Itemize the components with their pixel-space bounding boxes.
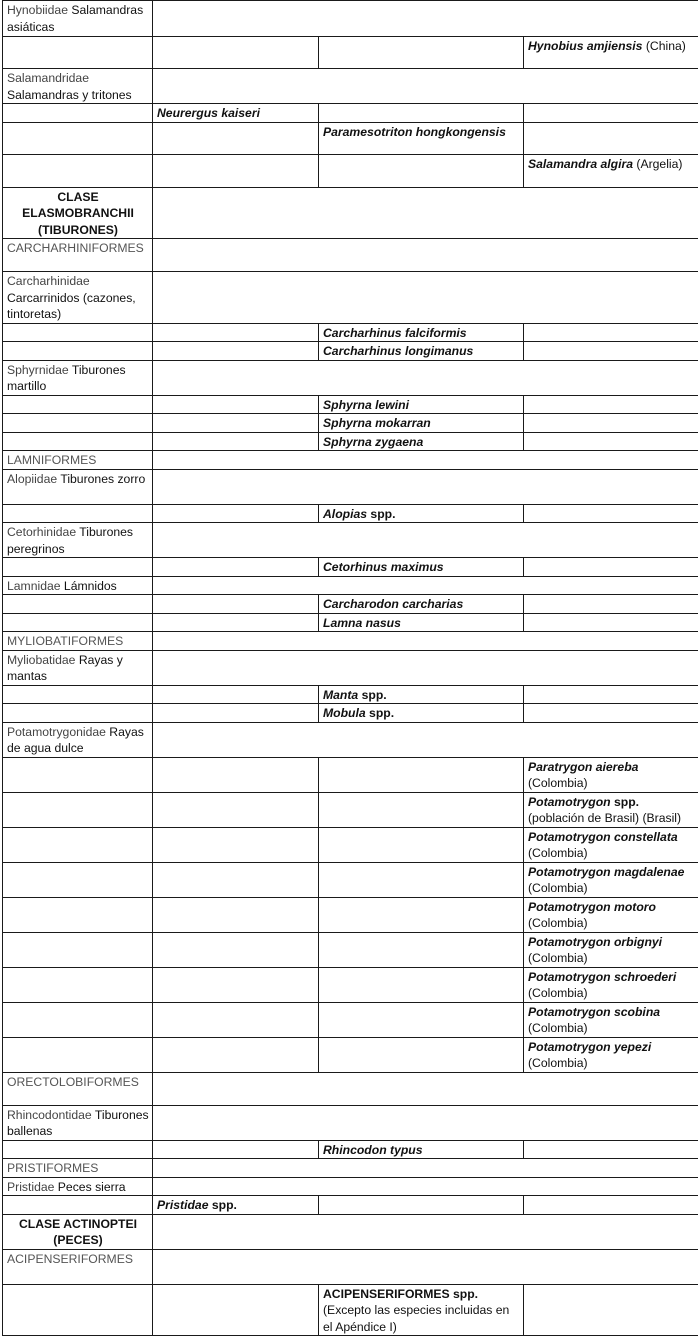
species-suffix: spp. [366, 706, 394, 720]
table-row [3, 704, 698, 723]
empty-cell [3, 122, 153, 154]
empty-span-cell [153, 187, 698, 239]
species-cell [319, 558, 524, 577]
species-cell [153, 1196, 319, 1215]
empty-cell [153, 37, 319, 69]
empty-cell [3, 595, 153, 614]
table-row [3, 37, 698, 69]
empty-cell [524, 685, 698, 704]
empty-span-cell [153, 360, 698, 395]
empty-cell [3, 1002, 153, 1037]
species-note: (Excepto las especies incluidas en el Apéndice I) [323, 1303, 509, 1334]
species-name: Pristidae [157, 1198, 208, 1212]
table-row [3, 360, 698, 395]
species-cell [319, 122, 524, 154]
empty-span-cell [153, 1214, 698, 1249]
species-name: Salamandra algira [528, 157, 633, 171]
table-row [3, 187, 698, 239]
empty-cell [3, 613, 153, 632]
empty-cell [524, 704, 698, 723]
species-cell [153, 104, 319, 123]
empty-cell [3, 862, 153, 897]
family-cell [3, 1105, 153, 1140]
family-cell [3, 1, 153, 37]
order-cell [3, 1159, 153, 1178]
table-row [3, 967, 698, 1002]
species-note: (Colombia) [528, 776, 588, 790]
table-row [3, 757, 698, 792]
empty-cell [153, 757, 319, 792]
empty-cell [3, 414, 153, 433]
empty-span-cell [153, 469, 698, 504]
table-row [3, 239, 698, 272]
empty-cell [153, 414, 319, 433]
family-name: Lamnidae [7, 579, 61, 593]
species-note: (Colombia) [528, 1021, 588, 1035]
empty-span-cell [153, 1105, 698, 1140]
species-suffix: spp. [358, 688, 386, 702]
empty-cell [153, 827, 319, 862]
empty-cell [524, 1284, 698, 1336]
table-row [3, 1072, 698, 1105]
empty-cell [153, 1140, 319, 1159]
empty-cell [319, 154, 524, 187]
empty-cell [153, 1284, 319, 1336]
empty-cell [524, 558, 698, 577]
empty-cell [153, 432, 319, 451]
empty-cell [3, 432, 153, 451]
table-row [3, 932, 698, 967]
empty-span-cell [153, 1072, 698, 1105]
empty-span-cell [153, 576, 698, 595]
table-row [3, 576, 698, 595]
order-name: MYLIOBATIFORMES [7, 634, 123, 648]
species-cell [319, 595, 524, 614]
table-row [3, 613, 698, 632]
table-row [3, 1105, 698, 1140]
empty-cell [524, 432, 698, 451]
table-row [3, 1249, 698, 1284]
common-name: Peces sierra [54, 1180, 125, 1194]
table-row [3, 469, 698, 504]
order-cell [3, 632, 153, 651]
empty-cell [319, 932, 524, 967]
order-name: CARCHARHINIFORMES [7, 241, 144, 255]
empty-cell [153, 122, 319, 154]
table-row [3, 104, 698, 123]
table-row [3, 395, 698, 414]
empty-cell [153, 1037, 319, 1072]
species-cell [524, 154, 698, 187]
family-name: Carcharhinidae [7, 274, 90, 288]
species-cell [524, 827, 698, 862]
empty-cell [524, 414, 698, 433]
family-name: Salamandridae [7, 71, 89, 85]
order-name: ACIPENSERIFORMES [7, 1252, 133, 1266]
empty-span-cell [153, 632, 698, 651]
species-name: Potamotrygon magdalenae [528, 865, 684, 879]
family-cell [3, 69, 153, 104]
empty-cell [319, 967, 524, 1002]
table-row [3, 685, 698, 704]
table-row [3, 1177, 698, 1196]
species-name: Potamotrygon schroederi [528, 970, 676, 984]
species-note: (Colombia) [528, 951, 588, 965]
empty-cell [524, 613, 698, 632]
species-cell [524, 862, 698, 897]
species-cell [319, 504, 524, 523]
family-name: Rhincodontidae [7, 1108, 92, 1122]
table-row [3, 451, 698, 470]
empty-cell [153, 967, 319, 1002]
empty-cell [319, 827, 524, 862]
empty-cell [153, 395, 319, 414]
empty-cell [153, 342, 319, 361]
species-suffix: spp. [208, 1198, 236, 1212]
empty-cell [3, 932, 153, 967]
family-cell [3, 360, 153, 395]
common-name: Tiburones zorro [57, 472, 145, 486]
order-name: PRISTIFORMES [7, 1161, 98, 1175]
family-name: Hynobiidae [7, 3, 68, 17]
empty-cell [319, 862, 524, 897]
empty-span-cell [153, 722, 698, 757]
family-name: Cetorhinidae [7, 525, 76, 539]
empty-cell [3, 504, 153, 523]
species-cell [319, 1284, 524, 1336]
table-row [3, 1037, 698, 1072]
species-name: Potamotrygon yepezi [528, 1040, 651, 1054]
table-row [3, 323, 698, 342]
table-row [3, 897, 698, 932]
table-row [3, 122, 698, 154]
table-row [3, 722, 698, 757]
table-row [3, 523, 698, 558]
species-note: (Colombia) [528, 986, 588, 1000]
empty-cell [319, 104, 524, 123]
species-name: Sphyrna zygaena [323, 435, 423, 449]
species-note: (China) [642, 39, 685, 53]
empty-cell [153, 862, 319, 897]
species-note: (Colombia) [528, 1056, 588, 1070]
empty-cell [524, 595, 698, 614]
species-name: Neurergus kaiseri [157, 106, 260, 120]
table-row [3, 69, 698, 104]
species-suffix: spp. [367, 507, 395, 521]
species-cell [524, 757, 698, 792]
table-row [3, 1196, 698, 1215]
common-name: Tiburones peregrinos [7, 525, 133, 556]
table-row [3, 632, 698, 651]
empty-cell [153, 558, 319, 577]
species-name: Paramesotriton hongkongensis [323, 125, 506, 139]
empty-cell [153, 613, 319, 632]
empty-cell [524, 1196, 698, 1215]
empty-cell [319, 1002, 524, 1037]
empty-cell [524, 1140, 698, 1159]
species-note: (Colombia) [528, 881, 588, 895]
empty-span-cell [153, 650, 698, 685]
empty-cell [319, 897, 524, 932]
empty-cell [3, 1037, 153, 1072]
class-cell [3, 1214, 153, 1249]
class-name: CLASE ACTINOPTEI (PECES) [19, 1217, 137, 1248]
empty-cell [524, 122, 698, 154]
common-name: Tiburones ballenas [7, 1108, 149, 1139]
order-name: ORECTOLOBIFORMES [7, 1075, 139, 1089]
order-name: LAMNIFORMES [7, 453, 96, 467]
species-name: Carcharodon carcharias [323, 597, 463, 611]
family-name: Potamotrygonidae [7, 725, 106, 739]
empty-cell [319, 792, 524, 827]
family-cell [3, 576, 153, 595]
species-name: Potamotrygon motoro [528, 900, 656, 914]
species-suffix: spp. [611, 795, 639, 809]
empty-cell [319, 1037, 524, 1072]
species-cell [319, 342, 524, 361]
species-note: (Colombia) [528, 846, 588, 860]
empty-cell [3, 967, 153, 1002]
common-name: Rayas y mantas [7, 653, 123, 684]
table-row [3, 414, 698, 433]
species-name: Lamna nasus [323, 616, 401, 630]
family-cell [3, 523, 153, 558]
table-row [3, 504, 698, 523]
common-name: Rayas de agua dulce [7, 725, 144, 756]
table-row [3, 827, 698, 862]
species-suffix: ACIPENSERIFORMES spp. [323, 1287, 478, 1301]
species-cell [319, 395, 524, 414]
empty-cell [3, 1196, 153, 1215]
empty-cell [524, 104, 698, 123]
empty-cell [319, 37, 524, 69]
empty-cell [319, 1196, 524, 1215]
species-name: Carcharhinus falciformis [323, 326, 467, 340]
table-row [3, 792, 698, 827]
empty-span-cell [153, 1177, 698, 1196]
empty-cell [153, 504, 319, 523]
empty-span-cell [153, 69, 698, 104]
species-cell [524, 1037, 698, 1072]
species-name: Hynobius amjiensis [528, 39, 642, 53]
empty-cell [153, 595, 319, 614]
empty-cell [3, 792, 153, 827]
species-name: Potamotrygon constellata [528, 830, 678, 844]
table-row [3, 1284, 698, 1336]
family-name: Sphyrnidae [7, 363, 69, 377]
common-name: Salamandras y tritones [7, 88, 132, 102]
species-cell [319, 414, 524, 433]
family-cell [3, 650, 153, 685]
table-row [3, 595, 698, 614]
order-cell [3, 239, 153, 272]
species-name: Sphyrna lewini [323, 398, 409, 412]
species-name: Potamotrygon [528, 795, 611, 809]
empty-cell [3, 827, 153, 862]
empty-cell [524, 395, 698, 414]
empty-cell [153, 154, 319, 187]
cites-appendix-table [2, 0, 698, 1336]
table-row [3, 272, 698, 324]
empty-cell [3, 104, 153, 123]
empty-cell [3, 323, 153, 342]
table-row [3, 432, 698, 451]
family-name: Myliobatidae [7, 653, 75, 667]
species-cell [319, 1140, 524, 1159]
species-name: Rhincodon typus [323, 1143, 423, 1157]
species-name: Paratrygon aiereba [528, 760, 638, 774]
empty-cell [524, 504, 698, 523]
empty-cell [3, 395, 153, 414]
class-cell [3, 187, 153, 239]
order-cell [3, 1072, 153, 1105]
family-name: Pristidae [7, 1180, 54, 1194]
empty-span-cell [153, 451, 698, 470]
empty-span-cell [153, 1159, 698, 1178]
species-name: Carcharhinus longimanus [323, 344, 473, 358]
species-name: Alopias [323, 507, 367, 521]
empty-cell [3, 1284, 153, 1336]
species-cell [524, 932, 698, 967]
species-cell [319, 704, 524, 723]
family-cell [3, 722, 153, 757]
species-cell [524, 37, 698, 69]
class-name: CLASE ELASMOBRANCHII (TIBURONES) [22, 190, 134, 237]
common-name: Carcarrinidos (cazones, tintoretas) [7, 291, 136, 322]
table-row [3, 1159, 698, 1178]
empty-cell [153, 792, 319, 827]
empty-span-cell [153, 272, 698, 324]
species-cell [524, 1002, 698, 1037]
family-cell [3, 1177, 153, 1196]
empty-span-cell [153, 1249, 698, 1284]
empty-span-cell [153, 523, 698, 558]
empty-cell [3, 704, 153, 723]
common-name: Salamandras asiáticas [7, 3, 143, 34]
table-row [3, 650, 698, 685]
empty-cell [3, 685, 153, 704]
empty-cell [3, 897, 153, 932]
species-cell [524, 897, 698, 932]
empty-cell [319, 757, 524, 792]
empty-cell [153, 1002, 319, 1037]
order-cell [3, 1249, 153, 1284]
species-note: (Colombia) [528, 916, 588, 930]
empty-cell [153, 897, 319, 932]
common-name: Tiburones martillo [7, 363, 126, 394]
table-row [3, 558, 698, 577]
species-note: (población de Brasil) (Brasil) [528, 811, 681, 825]
empty-span-cell [153, 239, 698, 272]
species-name: Cetorhinus maximus [323, 560, 444, 574]
table-row [3, 1214, 698, 1249]
empty-cell [3, 342, 153, 361]
family-name: Alopiidae [7, 472, 57, 486]
species-cell [319, 323, 524, 342]
empty-cell [3, 558, 153, 577]
species-name: Sphyrna mokarran [323, 416, 431, 430]
table-row [3, 1, 698, 37]
table-row [3, 154, 698, 187]
empty-cell [3, 37, 153, 69]
species-cell [319, 432, 524, 451]
table-row [3, 1002, 698, 1037]
species-cell [524, 967, 698, 1002]
empty-cell [153, 685, 319, 704]
empty-cell [3, 154, 153, 187]
empty-cell [3, 757, 153, 792]
species-cell [524, 792, 698, 827]
species-name: Potamotrygon scobina [528, 1005, 660, 1019]
species-note: (Argelia) [633, 157, 682, 171]
family-cell [3, 272, 153, 324]
table-row [3, 1140, 698, 1159]
species-name: Mobula [323, 706, 366, 720]
empty-span-cell [153, 1, 698, 37]
species-name: Manta [323, 688, 358, 702]
common-name: Lámnidos [61, 579, 117, 593]
table-row [3, 862, 698, 897]
table-row [3, 342, 698, 361]
empty-cell [3, 1140, 153, 1159]
empty-cell [524, 342, 698, 361]
empty-cell [153, 704, 319, 723]
empty-cell [524, 323, 698, 342]
species-cell [319, 685, 524, 704]
species-name: Potamotrygon orbignyi [528, 935, 662, 949]
order-cell [3, 451, 153, 470]
family-cell [3, 469, 153, 504]
species-cell [319, 613, 524, 632]
empty-cell [153, 323, 319, 342]
empty-cell [153, 932, 319, 967]
